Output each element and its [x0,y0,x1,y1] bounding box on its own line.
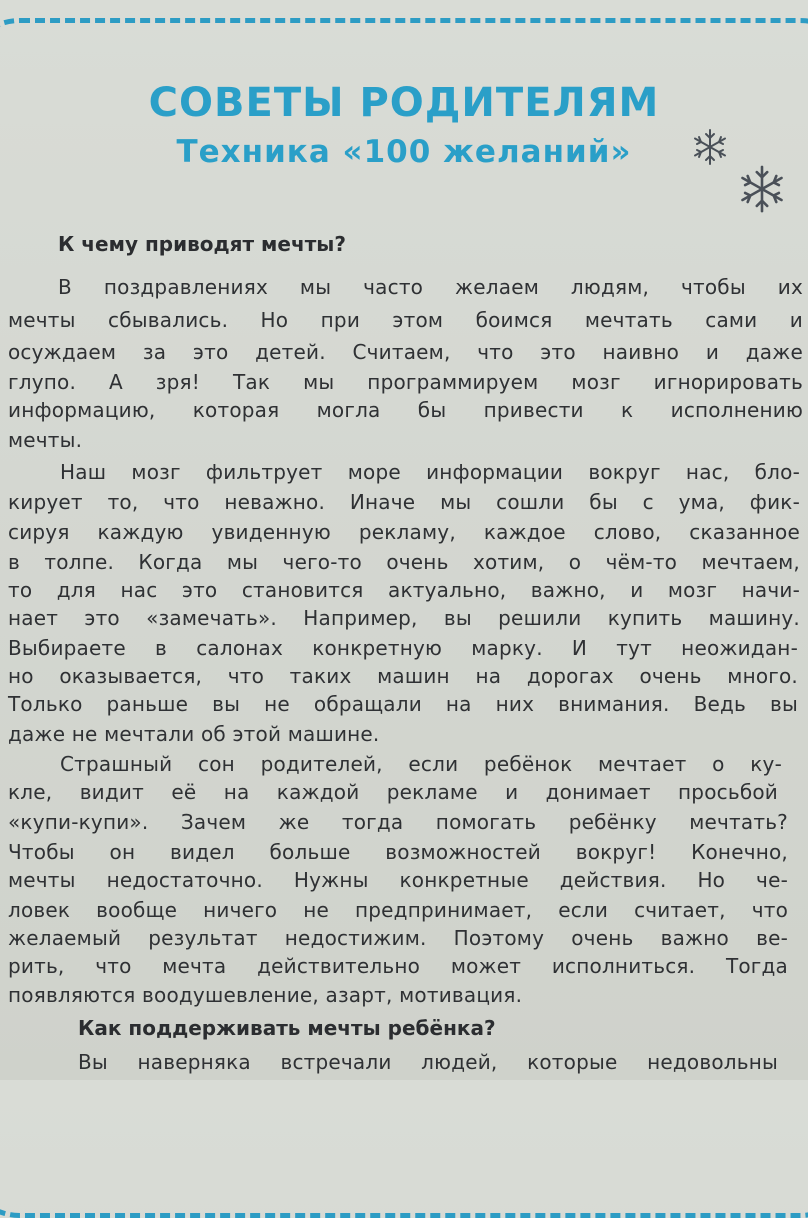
text-line: но оказывается, что таких машин на дорогах очень много. [8,664,798,688]
text-line: появляются воодушевление, азарт, мотивация. [8,983,523,1007]
text-line: Чтобы он видел больше возможностей вокруг! Конечно, [8,840,788,864]
text-line: Только раньше вы не обращали на них внимания. Ведь вы [8,692,798,716]
text-line: желаемый результат недостижим. Поэтому очень важно ве- [8,926,788,950]
text-line: информацию, которая могла бы привести к исполнению [8,398,803,422]
snowflake-icon-large [736,163,788,215]
text-line: даже не мечтали об этой машине. [8,722,380,746]
text-line: в толпе. Когда мы чего-то очень хотим, о чём-то мечтаем, [8,550,800,574]
text-line: ловек вообще ничего не предпринимает, если считает, что [8,898,788,922]
snowflake-icon [690,127,730,167]
text-line: осуждаем за это детей. Считаем, что это наивно и даже [8,340,803,364]
text-line: Вы наверняка встречали людей, которые недовольны [78,1050,778,1074]
text-line: мечты недостаточно. Нужны конкретные действия. Но че- [8,868,788,892]
text-line: то для нас это становится актуально, важно, и мозг начи- [8,578,800,602]
text-line: кирует то, что неважно. Иначе мы сошли бы с ума, фик- [8,490,800,514]
section-heading-support: Как поддерживать мечты ребёнка? [78,1016,496,1040]
text-line: Наш мозг фильтрует море информации вокруг нас, бло- [60,460,800,484]
text-line: мечты. [8,428,83,452]
text-line: нает это «замечать». Например, вы решили купить машину. [8,606,800,630]
text-line: Страшный сон родителей, если ребёнок мечтает о ку- [60,752,782,776]
text-line: В поздравлениях мы часто желаем людям, чтобы их [58,275,803,299]
section-heading-dreams: К чему приводят мечты? [58,232,346,256]
text-line: глупо. А зря! Так мы программируем мозг игнорировать [8,370,803,394]
page-subtitle: Техника «100 желаний» [176,134,632,170]
text-line: Выбираете в салонах конкретную марку. И тут неожидан- [8,636,798,660]
text-line: рить, что мечта действительно может исполниться. Тогда [8,954,788,978]
text-line: сируя каждую увиденную рекламу, каждое слово, сказанное [8,520,800,544]
page-title: СОВЕТЫ РОДИТЕЛЯМ [148,80,660,126]
text-line: кле, видит её на каждой рекламе и донимает просьбой [8,780,778,804]
text-line: «купи-купи». Зачем же тогда помогать ребёнку мечтать? [8,810,788,834]
text-line: мечты сбывались. Но при этом боимся мечтать сами и [8,308,803,332]
